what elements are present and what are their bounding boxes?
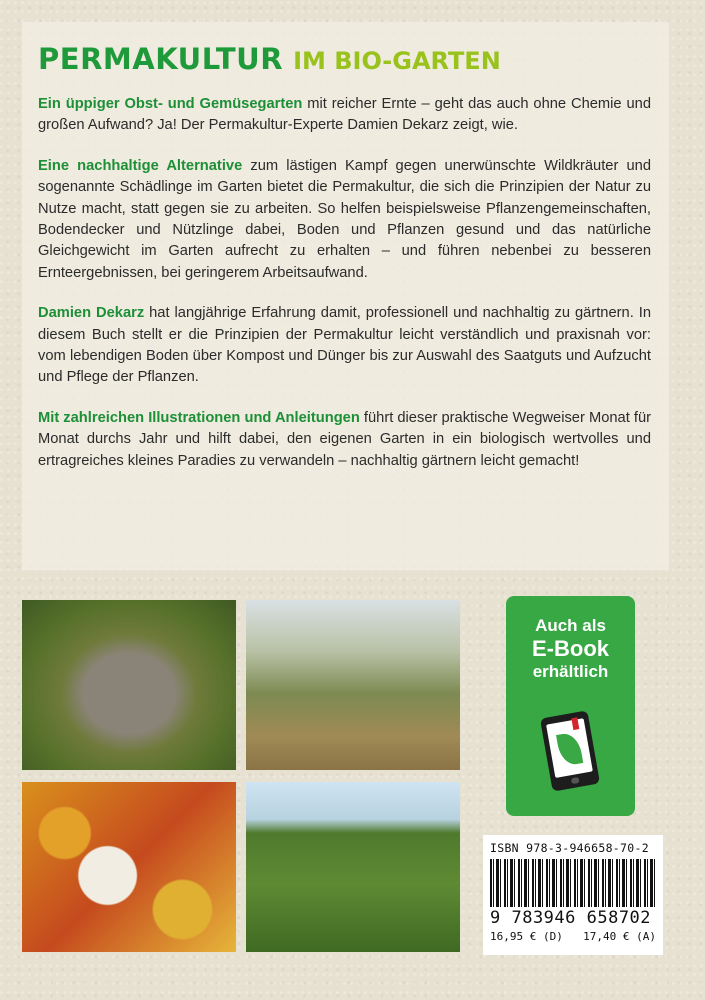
paragraph-text: mit reicher Ernte – geht das auch ohne Chemie und großen Aufwand? Ja! Der Permakultur-Experte Damien Dekarz zeigt, wie. [38,96,651,134]
photo-bean-trellis [246,782,460,952]
price-austria: 17,40 € (A) [583,930,656,943]
paragraph-lead: Ein üppiger Obst- und Gemüsegarten [38,96,303,112]
barcode-bars [490,859,656,907]
ebook-line-3: erhältlich [532,662,609,681]
paragraph-lead: Mit zahlreichen Illustrationen und Anleitungen [38,409,360,426]
paragraph-text: führt dieser praktische Wegweiser Monat für Monat durchs Jahr und hilft dabei, den eigenen Garten in ein biologisch wertvolles und ertragreiches kleines Paradies zu verwandeln – nachhaltig gärtnern leicht gemacht! [38,409,652,469]
ebook-line-1: Auch als [535,616,606,635]
tablet-screen [546,718,593,778]
book-title [38,42,651,74]
ebook-line-2: E-Book [532,636,609,661]
photo-insect-hotel [246,600,460,770]
paragraph-author [38,303,651,389]
barcode-box [483,835,663,955]
isbn-text: ISBN 978-3-946658-70-2 [490,841,649,855]
price-row [490,930,656,943]
price-germany: 16,95 € (D) [490,930,563,943]
bookmark-icon [571,717,579,730]
ebook-badge [506,596,635,816]
paragraph-intro [38,94,651,137]
paragraph-alternative [38,156,651,284]
title-sub: IM BIO-GARTEN [293,47,501,75]
paragraph-lead: Eine nachhaltige Alternative [38,157,243,174]
tablet-home-button [571,777,580,784]
photo-harvest-vegetables [22,782,236,952]
title-main: PERMAKULTUR [38,42,284,76]
paragraph-text: zum lästigen Kampf gegen unerwünschte Wildkräuter und sogenannte Schädlinge im Garten bietet die Permakultur, die sich die Prinzipien der Natur zu Nutze macht, statt gegen sie zu arbeiten. So helfen beispielsweise Pflanzengemeinschaften, Bodendecker und Nützlinge dabei, Boden und Pflanzen gesund und das natürliche Gleichgewicht im Garten aufrecht zu erhalten – und führen nebenbei zu besseren Ernteergebnissen, bei geringerem Arbeitsaufwand. [38,157,651,281]
leaf-icon [556,731,583,766]
ean-number: 9 783946 658702 [490,908,652,928]
paragraph-lead: Damien Dekarz [38,305,145,322]
tablet-icon [540,710,600,791]
photo-herb-spiral [22,600,236,770]
blurb-panel [22,22,669,570]
paragraph-illustrations [38,408,651,472]
paragraph-text: hat langjährige Erfahrung damit, professionell und nachhaltig zu gärtnern. In diesem Buch stellt er die Prinzipien der Permakultur leicht verständlich und praxisnah vor: vom lebendigen Boden über Kompost und Dünger bis zur Auswahl des Saatguts und Aufzucht und Pflege der Pflanzen. [38,305,651,386]
